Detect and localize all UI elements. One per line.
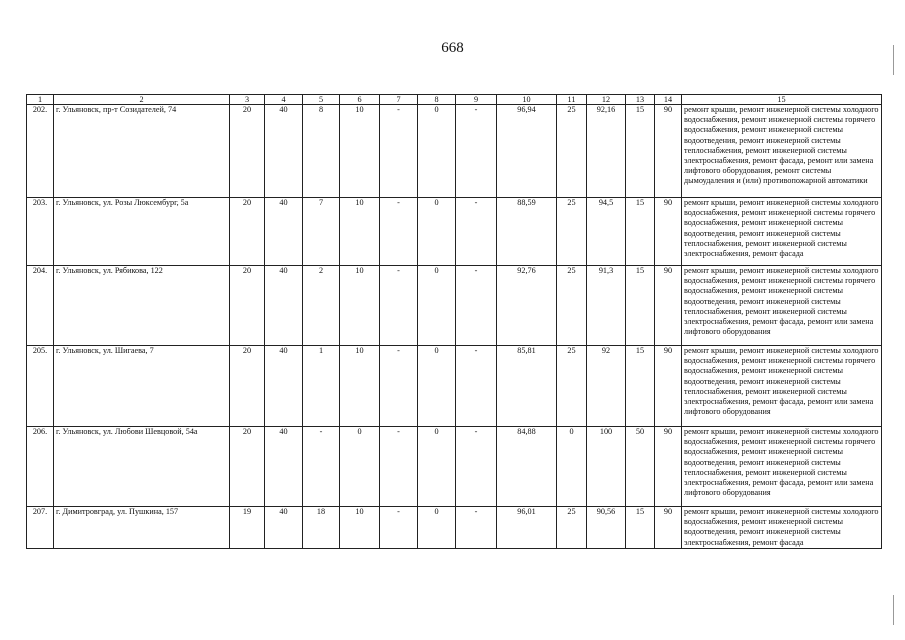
address-cell: г. Ульяновск, ул. Рябикова, 122 <box>54 266 230 346</box>
table-cell: - <box>456 198 497 266</box>
column-header: 12 <box>587 95 626 105</box>
table-cell: 20 <box>230 427 265 507</box>
table-cell: - <box>380 105 418 198</box>
table-cell: 88,59 <box>497 198 557 266</box>
page-number: 668 <box>441 40 464 56</box>
table-cell: 8 <box>303 105 340 198</box>
table-cell: 2 <box>303 266 340 346</box>
data-table <box>26 94 882 549</box>
table-cell: 15 <box>626 198 655 266</box>
column-header: 6 <box>340 95 380 105</box>
table-cell: - <box>380 427 418 507</box>
table-cell: - <box>456 507 497 549</box>
table-cell: 18 <box>303 507 340 549</box>
table-cell: 10 <box>340 105 380 198</box>
table-row <box>27 346 882 427</box>
table-cell: 0 <box>418 198 456 266</box>
works-cell: ремонт крыши, ремонт инженерной системы холодного водоснабжения, ремонт инженерной системы горячего водоснабжения, ремонт инженерной системы водоотведения, ремонт инженерной системы теплоснабжения, ремонт инженерной системы электроснабжения, ремонт фасада, ремонт или замена лифтового оборудования, ремонт системы дымоудаления и (или) противопожарной автоматики <box>682 105 882 198</box>
table-cell: 10 <box>340 198 380 266</box>
table-cell: - <box>456 346 497 427</box>
table-cell: 10 <box>340 346 380 427</box>
table-cell: 94,5 <box>587 198 626 266</box>
works-cell: ремонт крыши, ремонт инженерной системы холодного водоснабжения, ремонт инженерной системы горячего водоснабжения, ремонт инженерной системы водоотведения, ремонт инженерной системы теплоснабжения, ремонт инженерной системы электроснабжения, ремонт фасада, ремонт или замена лифтового оборудования <box>682 346 882 427</box>
table-cell: 90 <box>655 198 682 266</box>
table-cell: 0 <box>418 266 456 346</box>
table-cell: - <box>456 266 497 346</box>
row-number: 207. <box>27 507 54 549</box>
table-cell: 1 <box>303 346 340 427</box>
table-cell: 15 <box>626 346 655 427</box>
table-cell: 90,56 <box>587 507 626 549</box>
table-cell: 40 <box>265 198 303 266</box>
column-header: 15 <box>682 95 882 105</box>
works-cell: ремонт крыши, ремонт инженерной системы холодного водоснабжения, ремонт инженерной системы водоотведения, ремонт инженерной системы электроснабжения, ремонт фасада <box>682 507 882 549</box>
table-cell: 96,94 <box>497 105 557 198</box>
table-cell: 90 <box>655 427 682 507</box>
column-header: 14 <box>655 95 682 105</box>
table-cell: 15 <box>626 266 655 346</box>
table-cell: 40 <box>265 427 303 507</box>
column-header: 5 <box>303 95 340 105</box>
table-row <box>27 507 882 549</box>
table-cell: 0 <box>557 427 587 507</box>
table-cell: 91,3 <box>587 266 626 346</box>
table-cell: 90 <box>655 266 682 346</box>
table-cell: 0 <box>418 105 456 198</box>
table-cell: 0 <box>418 427 456 507</box>
column-header: 3 <box>230 95 265 105</box>
table-cell: 92,76 <box>497 266 557 346</box>
table-cell: 40 <box>265 507 303 549</box>
table-cell: 50 <box>626 427 655 507</box>
table-cell: 40 <box>265 346 303 427</box>
address-cell: г. Ульяновск, пр-т Созидателей, 74 <box>54 105 230 198</box>
row-number: 202. <box>27 105 54 198</box>
address-cell: г. Ульяновск, ул. Розы Люксембург, 5а <box>54 198 230 266</box>
table-cell: 92,16 <box>587 105 626 198</box>
table-cell: 25 <box>557 105 587 198</box>
table-cell: 15 <box>626 507 655 549</box>
table-cell: 25 <box>557 346 587 427</box>
table-cell: 25 <box>557 266 587 346</box>
table-cell: 20 <box>230 198 265 266</box>
scan-artifact-line <box>893 595 894 625</box>
table-cell: 90 <box>655 507 682 549</box>
column-header: 13 <box>626 95 655 105</box>
scan-artifact-line <box>893 45 894 75</box>
works-cell: ремонт крыши, ремонт инженерной системы холодного водоснабжения, ремонт инженерной системы горячего водоснабжения, ремонт инженерной системы водоотведения, ремонт инженерной системы теплоснабжения, ремонт инженерной системы электроснабжения, ремонт фасада, ремонт или замена лифтового оборудования <box>682 427 882 507</box>
table-row <box>27 198 882 266</box>
column-header: 11 <box>557 95 587 105</box>
column-header: 1 <box>27 95 54 105</box>
row-number: 203. <box>27 198 54 266</box>
works-cell: ремонт крыши, ремонт инженерной системы холодного водоснабжения, ремонт инженерной системы горячего водоснабжения, ремонт инженерной системы водоотведения, ремонт инженерной системы теплоснабжения, ремонт инженерной системы электроснабжения, ремонт фасада <box>682 198 882 266</box>
table-cell: - <box>456 427 497 507</box>
table-cell: 25 <box>557 198 587 266</box>
table-cell: 7 <box>303 198 340 266</box>
table-cell: 10 <box>340 507 380 549</box>
table-row <box>27 105 882 198</box>
column-header: 4 <box>265 95 303 105</box>
table-cell: 96,01 <box>497 507 557 549</box>
table-cell: 15 <box>626 105 655 198</box>
table-cell: 90 <box>655 346 682 427</box>
table-cell: - <box>380 346 418 427</box>
table-cell: - <box>380 507 418 549</box>
column-header: 8 <box>418 95 456 105</box>
table-cell: 20 <box>230 346 265 427</box>
address-cell: г. Ульяновск, ул. Шигаева, 7 <box>54 346 230 427</box>
table-cell: 84,88 <box>497 427 557 507</box>
column-header: 9 <box>456 95 497 105</box>
table-cell: - <box>303 427 340 507</box>
table-cell: 40 <box>265 105 303 198</box>
table-cell: 40 <box>265 266 303 346</box>
table-cell: 0 <box>418 346 456 427</box>
table-cell: 20 <box>230 266 265 346</box>
row-number: 205. <box>27 346 54 427</box>
table-cell: 92 <box>587 346 626 427</box>
column-header: 2 <box>54 95 230 105</box>
row-number: 206. <box>27 427 54 507</box>
table-cell: - <box>456 105 497 198</box>
table-cell: 100 <box>587 427 626 507</box>
table-cell: 0 <box>340 427 380 507</box>
table-cell: - <box>380 266 418 346</box>
table-cell: 85,81 <box>497 346 557 427</box>
works-cell: ремонт крыши, ремонт инженерной системы холодного водоснабжения, ремонт инженерной системы горячего водоснабжения, ремонт инженерной системы водоотведения, ремонт инженерной системы теплоснабжения, ремонт инженерной системы электроснабжения, ремонт фасада, ремонт или замена лифтового оборудования <box>682 266 882 346</box>
table-cell: 90 <box>655 105 682 198</box>
table-cell: 0 <box>418 507 456 549</box>
address-cell: г. Ульяновск, ул. Любови Шевцовой, 54а <box>54 427 230 507</box>
column-header: 7 <box>380 95 418 105</box>
address-cell: г. Димитровград, ул. Пушкина, 157 <box>54 507 230 549</box>
table-row <box>27 427 882 507</box>
table-cell: 19 <box>230 507 265 549</box>
table-cell: 20 <box>230 105 265 198</box>
table-cell: - <box>380 198 418 266</box>
table-cell: 25 <box>557 507 587 549</box>
column-header: 10 <box>497 95 557 105</box>
table-cell: 10 <box>340 266 380 346</box>
table-header <box>27 95 882 105</box>
row-number: 204. <box>27 266 54 346</box>
table-row <box>27 266 882 346</box>
